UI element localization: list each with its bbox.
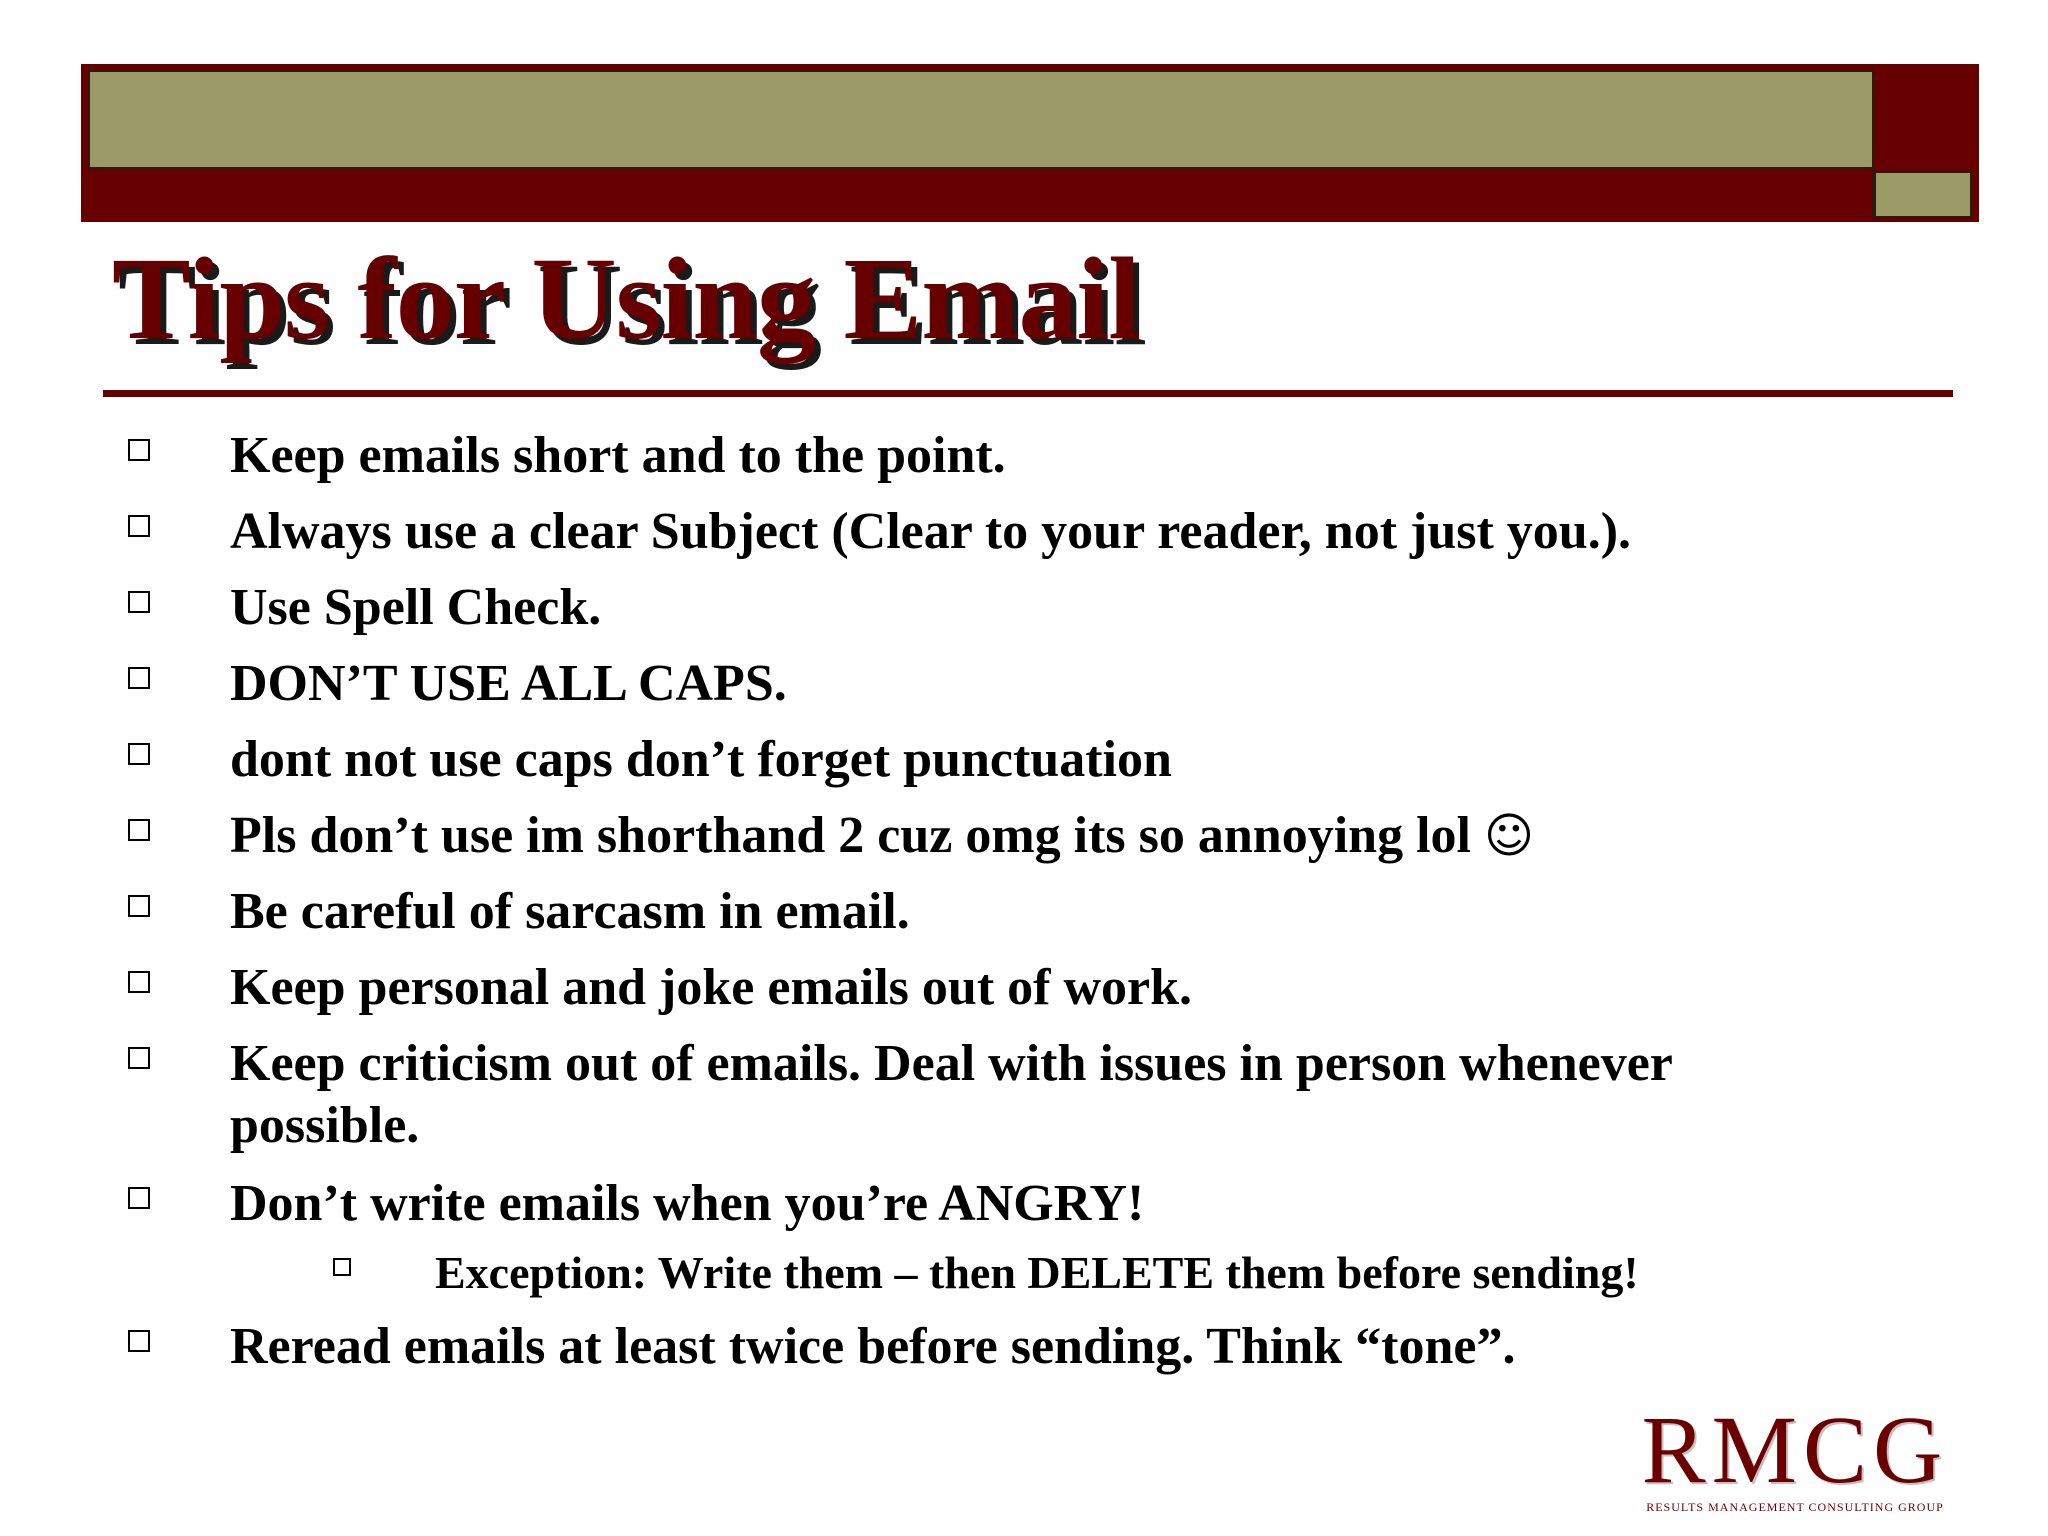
square-bullet-icon	[128, 895, 150, 917]
square-bullet-icon	[128, 1047, 150, 1069]
bullet-text: Use Spell Check.	[230, 579, 602, 636]
bullet-text: Reread emails at least twice before sending. Think “tone”.	[230, 1318, 1516, 1375]
header-olive-bar	[88, 70, 1874, 169]
bullet-text: Be careful of sarcasm in email.	[230, 883, 910, 940]
header-olive-block	[1874, 171, 1972, 218]
slide-title: Tips for Using Email	[112, 233, 1141, 364]
square-bullet-icon	[128, 439, 150, 461]
square-bullet-icon	[128, 971, 150, 993]
square-bullet-icon	[128, 515, 150, 537]
square-bullet-icon	[333, 1258, 351, 1276]
rmcg-logo	[1615, 1396, 1975, 1515]
bullet-text: Pls don’t use im shorthand 2 cuz omg its so annoying lol	[230, 807, 1471, 864]
bullet-text: dont not use caps don’t forget punctuation	[230, 731, 1172, 788]
bullet-text: Keep personal and joke emails out of work.	[230, 959, 1192, 1016]
square-bullet-icon	[128, 819, 150, 841]
square-bullet-icon	[128, 591, 150, 613]
square-bullet-icon	[128, 667, 150, 689]
bullet-text: Keep emails short and to the point.	[230, 427, 1006, 484]
bullet-text: Always use a clear Subject (Clear to your reader, not just you.).	[230, 503, 1632, 560]
square-bullet-icon	[128, 1330, 150, 1352]
logo-wordmark: RMCG	[1641, 1396, 1949, 1503]
bullet-text: Don’t write emails when you’re ANGRY!	[230, 1175, 1145, 1232]
bullet-text: DON’T USE ALL CAPS.	[230, 655, 787, 712]
logo-subtitle: RESULTS MANAGEMENT CONSULTING GROUP	[1646, 1500, 1944, 1514]
square-bullet-icon	[128, 1187, 150, 1209]
square-bullet-icon	[128, 743, 150, 765]
bullet-text-row	[230, 805, 1534, 867]
title-underline	[103, 390, 1953, 397]
bullet-text: Keep criticism out of emails. Deal with issues in person whenever possible.	[230, 1035, 1672, 1154]
smiley-icon: ☺	[1483, 808, 1535, 864]
sub-bullet-text: Exception: Write them – then DELETE them before sending!	[435, 1247, 1639, 1298]
